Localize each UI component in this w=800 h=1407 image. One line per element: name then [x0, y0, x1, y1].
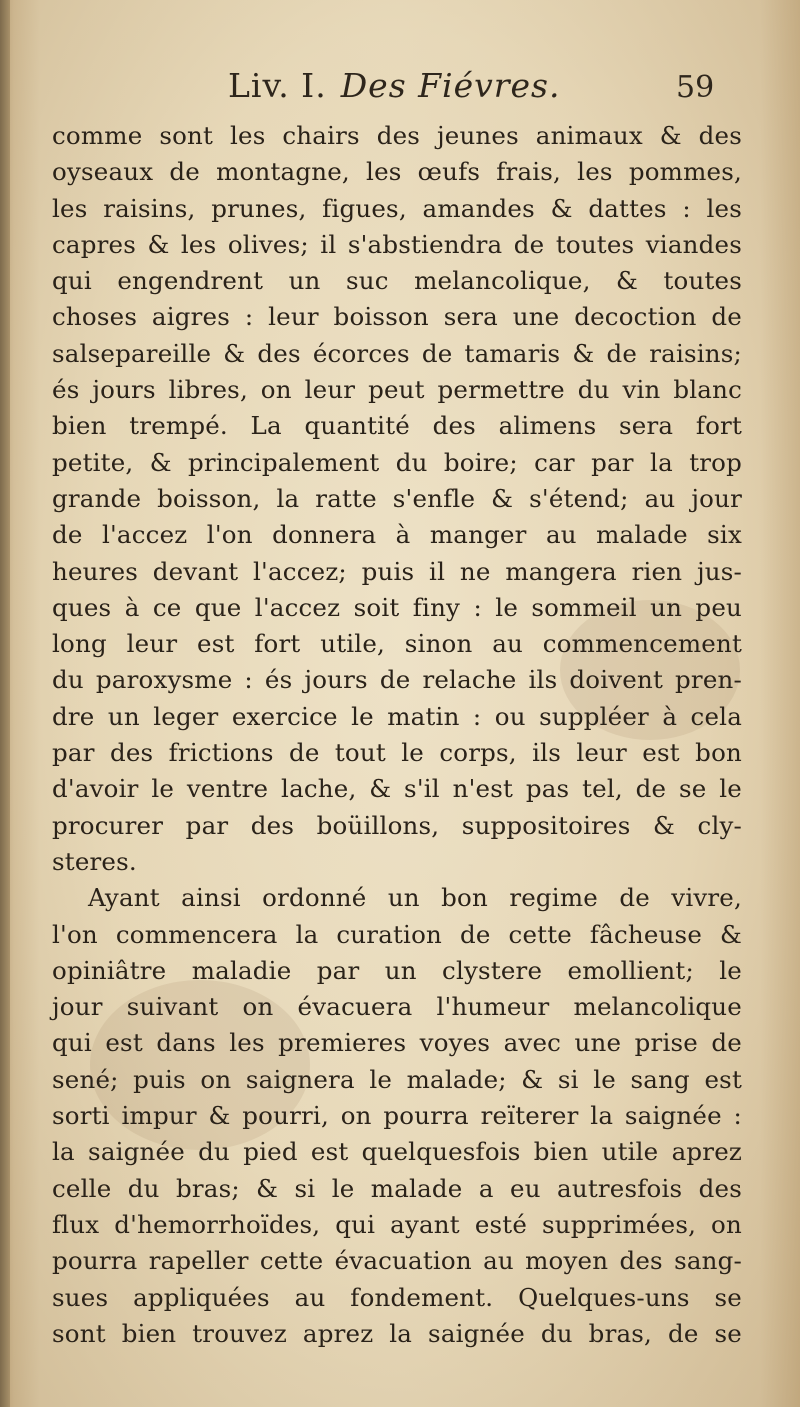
- binding-gutter: [0, 0, 10, 1407]
- text-line: grande boisson, la ratte s'enfle & s'étend; au jour: [52, 483, 742, 513]
- text-line: l'on commencera la curation de cette fâcheuse &: [52, 919, 742, 949]
- text-line: d'avoir le ventre lache, & s'il n'est pas tel, de se le: [52, 774, 742, 804]
- text-line: les raisins, prunes, figues, amandes & dattes : les: [52, 193, 742, 223]
- text-line: celle du bras; & si le malade a eu autresfois des: [52, 1173, 742, 1203]
- text-line: du paroxysme : és jours de relache ils doivent pren-: [52, 665, 742, 695]
- text-line: sues appliquées au fondement. Quelques-uns se: [52, 1282, 742, 1312]
- text-line: sorti impur & pourri, on pourra reïterer la saignée :: [52, 1101, 742, 1131]
- text-line: sont bien trouvez aprez la saignée du bras, de se: [52, 1318, 742, 1348]
- paragraph-start-line: Ayant ainsi ordonné un bon regime de vivre,: [88, 883, 742, 913]
- text-line: par des frictions de tout le corps, ils leur est bon: [52, 738, 742, 768]
- text-line: ques à ce que l'accez soit finy : le sommeil un peu: [52, 592, 742, 622]
- text-line: dre un leger exercice le matin : ou suppléer à cela: [52, 701, 742, 731]
- text-line: salsepareille & des écorces de tamaris & de raisins;: [52, 338, 742, 368]
- text-line: jour suivant on évacuera l'humeur melancolique: [52, 992, 742, 1022]
- text-line: pourra rapeller cette évacuation au moyen des sang-: [52, 1246, 742, 1276]
- chapter-title: Des Fiévres.: [340, 66, 561, 105]
- text-line: capres & les olives; il s'abstiendra de toutes viandes: [52, 229, 742, 259]
- running-head: [228, 66, 560, 105]
- text-line: sené; puis on saignera le malade; & si le sang est: [52, 1064, 742, 1094]
- text-line: comme sont les chairs des jeunes animaux & des: [52, 121, 742, 150]
- text-line: és jours libres, on leur peut permettre du vin blanc: [52, 375, 742, 405]
- text-line: opiniâtre maladie par un clystere emollient; le: [52, 955, 742, 985]
- text-line: la saignée du pied est quelquesfois bien utile aprez: [52, 1137, 742, 1167]
- text-line: de l'accez l'on donnera à manger au malade six: [52, 520, 742, 550]
- body-text: [52, 118, 742, 1352]
- book-section: Liv. I.: [228, 66, 327, 105]
- text-line: heures devant l'accez; puis il ne mangera rien jus-: [52, 556, 742, 586]
- text-line: procurer par des boüillons, suppositoires & cly-: [52, 810, 742, 840]
- text-line: long leur est fort utile, sinon au commencement: [52, 629, 742, 659]
- text-line: qui engendrent un suc melancolique, & toutes: [52, 266, 742, 296]
- text-line: petite, & principalement du boire; car par la trop: [52, 447, 742, 477]
- text-line: oyseaux de montagne, les œufs frais, les pommes,: [52, 157, 742, 187]
- text-line: flux d'hemorrhoïdes, qui ayant esté supprimées, on: [52, 1209, 742, 1239]
- text-line: qui est dans les premieres voyes avec une prise de: [52, 1028, 742, 1058]
- paragraph-end-line: steres.: [52, 846, 137, 876]
- page-header: [0, 66, 800, 116]
- text-line: bien trempé. La quantité des alimens sera fort: [52, 411, 742, 441]
- text-line: choses aigres : leur boisson sera une decoction de: [52, 302, 742, 332]
- page-number: 59: [676, 70, 715, 105]
